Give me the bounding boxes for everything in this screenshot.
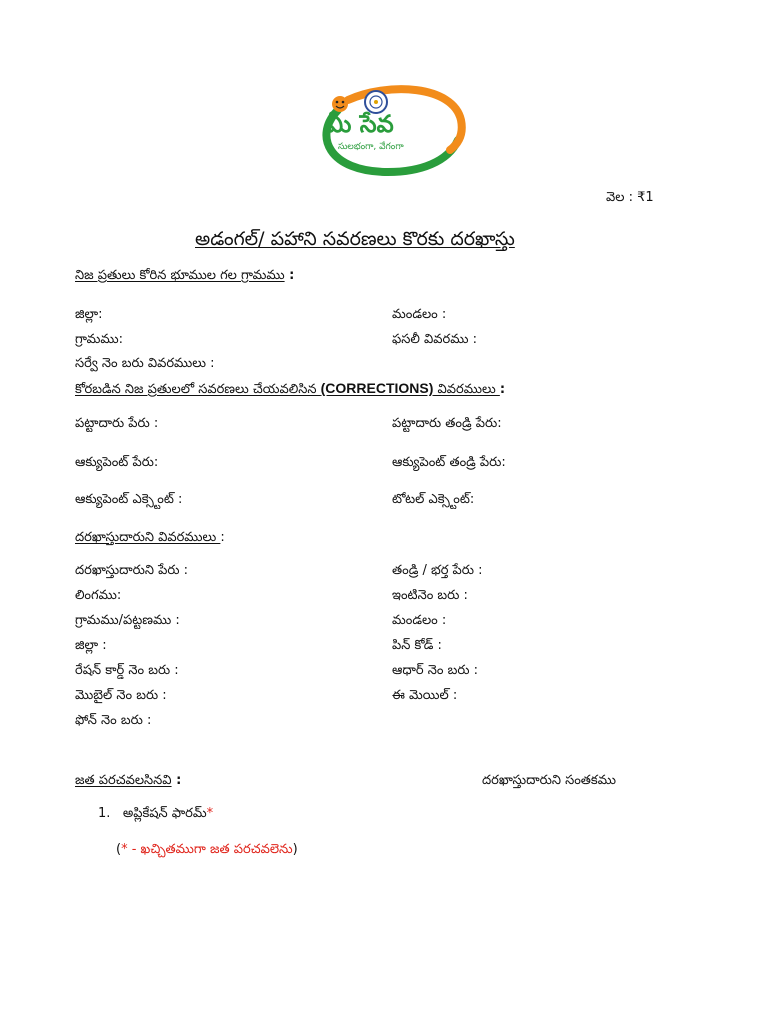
occupant-extent-label: ఆక్యుపెంట్ ఎక్స్టెంట్ : <box>75 492 183 507</box>
occupant-name-label: ఆక్యుపెంట్ పేరు: <box>75 455 159 470</box>
corrections-heading-post: వివరములు <box>433 382 500 397</box>
village-heading-text: నిజ ప్రతులు కోరిన భూముల గల గ్రామము <box>75 268 285 283</box>
note-text: * - ఖచ్చితముగా జత పరచవలెను <box>121 842 293 857</box>
enclosure-item-number: 1. <box>98 806 111 821</box>
gender-label: లింగము: <box>75 588 122 603</box>
enclosures-heading-text: జత పరచవలసినవి <box>75 773 172 788</box>
fasli-label: ఫసలీ వివరము : <box>392 332 477 347</box>
applicant-heading-colon: : <box>220 530 225 545</box>
aadhaar-number-label: ఆధార్ నెం బరు : <box>392 663 479 678</box>
pattadar-father-name-label: పట్టాదారు తండ్రి పేరు: <box>392 416 502 431</box>
enclosure-item <box>98 806 213 822</box>
applicant-mandal-label: మండలం : <box>392 613 447 628</box>
corrections-heading-colon: : <box>499 382 506 397</box>
page-title: అడంగల్/ పహాని సవరణలు కొరకు దరఖాస్తు <box>195 228 515 250</box>
email-label: ఈ మెయిల్ : <box>392 688 458 703</box>
house-number-label: ఇంటినెం బరు : <box>392 588 468 603</box>
corrections-heading-en: (CORRECTIONS) <box>320 380 434 396</box>
applicant-signature-label: దరఖాస్తుదారుని సంతకము <box>482 773 616 788</box>
note-open-paren: ( <box>116 842 122 857</box>
district-label: జిల్లా: <box>75 307 103 322</box>
applicant-district-label: జిల్లా : <box>75 638 107 653</box>
enclosures-heading-colon: : <box>171 773 182 788</box>
applicant-heading-text: దరఖాస్తుదారుని వివరములు <box>75 530 221 545</box>
village-heading-colon: : <box>284 268 295 283</box>
village-label: గ్రామము: <box>75 332 123 347</box>
total-extent-label: టోటల్ ఎక్స్టెంట్: <box>392 492 475 507</box>
logo-tagline: సులభంగా, వేగంగా <box>338 142 404 152</box>
father-husband-name-label: తండ్రి / భర్త పేరు : <box>392 563 483 578</box>
price-label: వెల : ₹1 <box>606 190 654 205</box>
note-close-paren: ) <box>292 842 298 857</box>
mandatory-note <box>116 842 298 858</box>
logo-brand-text: మీ సేవ <box>326 110 394 138</box>
village-section-heading <box>75 268 294 284</box>
ration-card-label: రేషన్ కార్డ్ నెం బరు : <box>75 663 179 678</box>
occupant-father-name-label: ఆక్యుపెంట్ తండ్రి పేరు: <box>392 455 506 470</box>
survey-number-label: సర్వే నెం బరు వివరములు : <box>75 356 215 371</box>
corrections-section-heading <box>75 380 505 398</box>
corrections-heading-pre: కోరబడిన నిజ ప్రతులలో సవరణలు చేయవలిసిన <box>75 382 321 397</box>
phone-number-label: ఫోన్ నెం బరు : <box>75 713 152 728</box>
mandal-label: మండలం : <box>392 307 447 322</box>
mee-seva-logo <box>308 80 468 180</box>
village-town-label: గ్రామము/పట్టణము : <box>75 613 180 628</box>
pattadar-name-label: పట్టాదారు పేరు : <box>75 416 159 431</box>
mobile-number-label: మొబైల్ నెం బరు : <box>75 688 167 703</box>
applicant-section-heading <box>75 530 225 546</box>
applicant-name-label: దరఖాస్తుదారుని పేరు : <box>75 563 189 578</box>
enclosure-item-text: అప్లికేషన్ ఫారమ్ <box>122 806 207 821</box>
pin-code-label: పిన్ కోడ్ : <box>392 638 442 653</box>
mandatory-asterisk: * <box>206 806 214 821</box>
enclosures-heading <box>75 773 181 789</box>
